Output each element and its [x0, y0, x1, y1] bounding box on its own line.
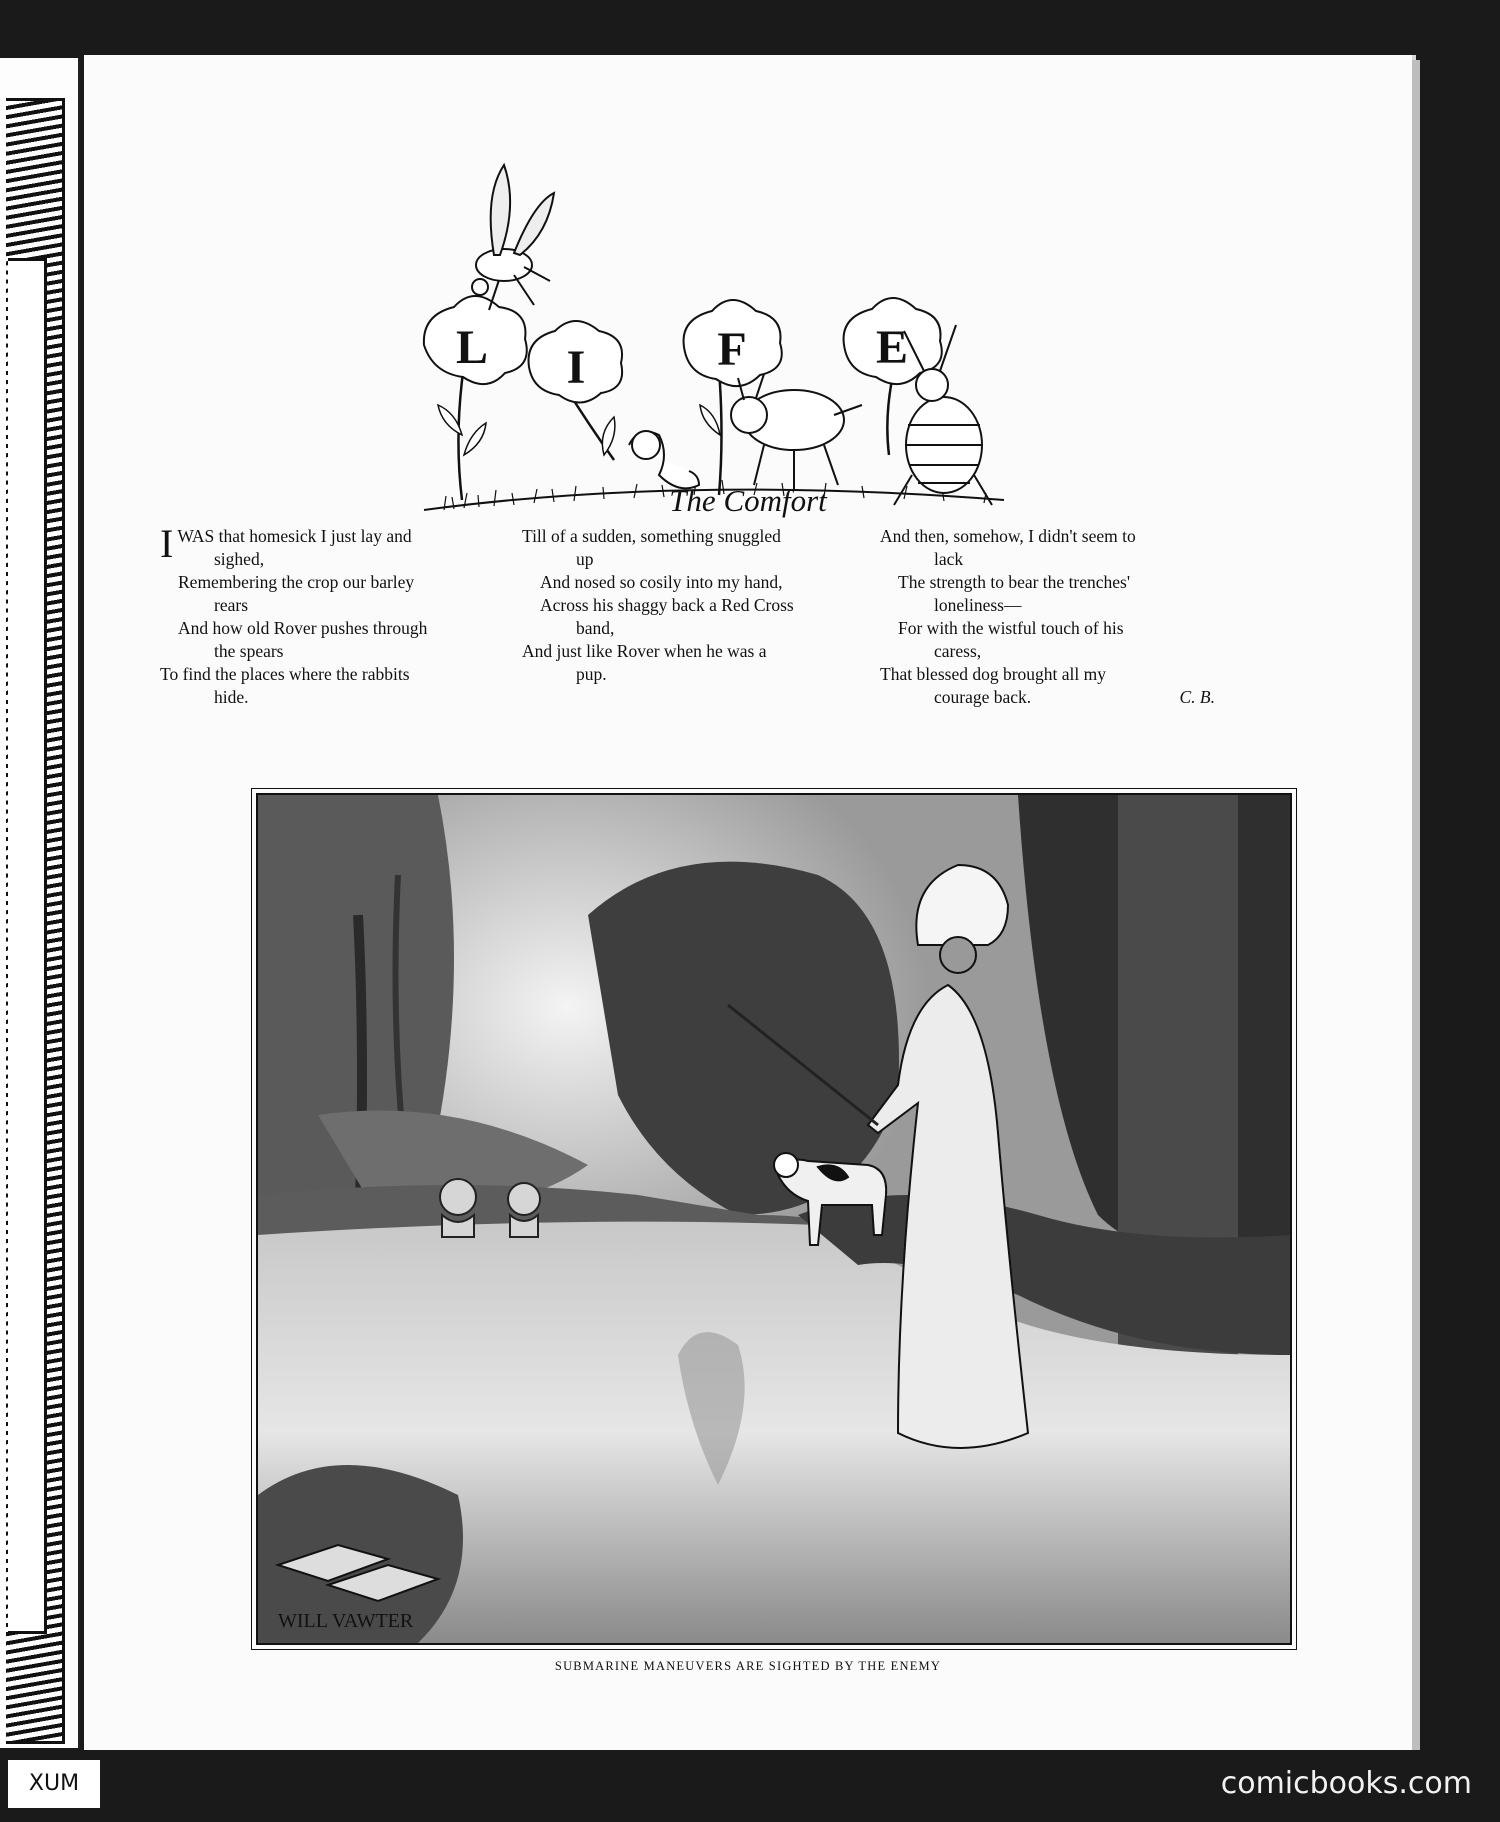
magazine-page	[84, 55, 1412, 1750]
poem-line: the spears	[214, 641, 284, 661]
masthead-letter-i: I	[566, 341, 586, 394]
poem-line: sighed,	[214, 549, 265, 569]
masthead-letter-e: E	[875, 321, 909, 374]
poem-stanza-1	[160, 521, 495, 709]
drop-cap: I	[160, 521, 174, 566]
poem-signature: C. B.	[1179, 687, 1215, 707]
poem-stanza-2	[522, 525, 857, 686]
site-watermark: comicbooks.com	[1220, 1766, 1472, 1801]
poem-line: hide.	[214, 687, 249, 707]
masthead-drawing	[384, 115, 1104, 525]
illustration-caption: SUBMARINE MANEUVERS ARE SIGHTED BY THE ENEMY	[554, 1659, 942, 1673]
masthead-letter-l: L	[455, 321, 489, 374]
poem-line: That blessed dog brought all my	[880, 664, 1107, 684]
poem-line: up	[576, 549, 594, 569]
left-page-inner-frame	[8, 258, 47, 1634]
poem-line: Across his shaggy back a Red Cross	[540, 595, 794, 615]
left-page-edge	[0, 58, 80, 1748]
poem-title: The Comfort	[669, 483, 827, 518]
poem-line: And how old Rover pushes through	[178, 618, 428, 638]
poem-line: And just like Rover when he was a	[522, 641, 767, 661]
poem-line: Till of a sudden, something snuggled	[522, 526, 781, 546]
artist-signature: WILL VAWTER	[278, 1610, 414, 1632]
poem-line: lack	[934, 549, 964, 569]
life-masthead	[384, 115, 1104, 525]
poem-line: And nosed so cosily into my hand,	[540, 572, 783, 592]
poem-line: loneliness—	[934, 595, 1022, 615]
poem-line: To find the places where the rabbits	[160, 664, 410, 684]
illustration	[256, 793, 1292, 1645]
poem-line: The strength to bear the trenches'	[898, 572, 1131, 592]
poem-line: And then, somehow, I didn't seem to	[880, 526, 1136, 546]
poem-line-text: courage back.	[934, 687, 1032, 707]
poem-line: caress,	[934, 641, 982, 661]
page-edge-shadow	[1412, 60, 1420, 1750]
poem-line: For with the wistful touch of his	[898, 618, 1124, 638]
poem-line-last	[880, 686, 1215, 709]
poem-line: rears	[214, 595, 249, 615]
masthead-letter-f: F	[717, 323, 747, 376]
illustration-drawing	[258, 795, 1290, 1643]
poem-stanza-3	[880, 525, 1215, 709]
corner-tag: XUM	[8, 1760, 100, 1808]
poem-line: Remembering the crop our barley	[178, 572, 415, 592]
poem-line: WAS that homesick I just lay and	[177, 526, 412, 546]
poem-line: band,	[576, 618, 615, 638]
poem-line: pup.	[576, 664, 607, 684]
